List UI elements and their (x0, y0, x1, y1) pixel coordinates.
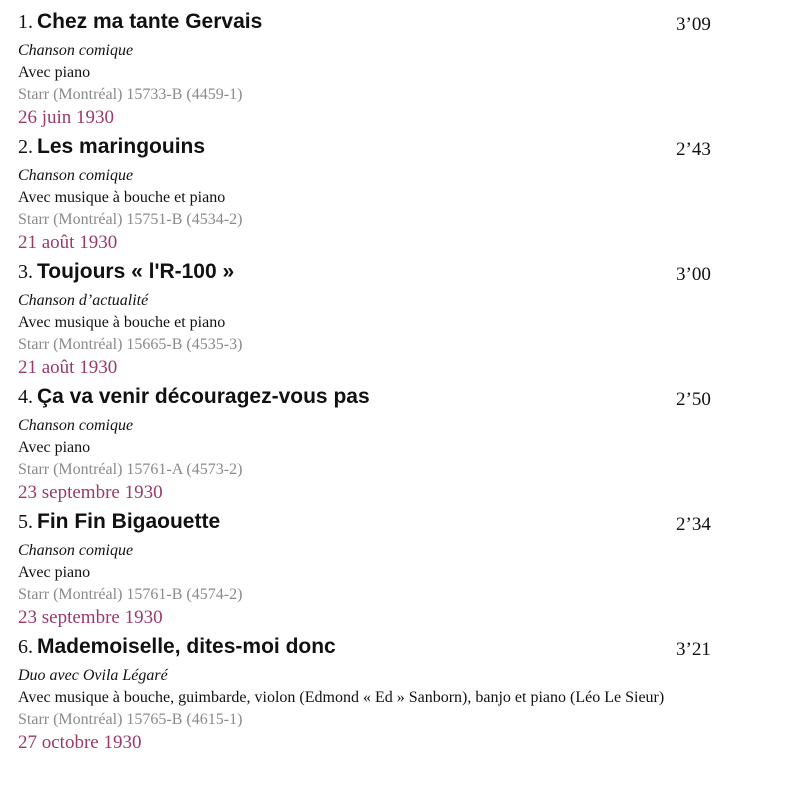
track-title-line (18, 510, 788, 540)
track-number: 3. (18, 261, 33, 283)
track-item-2 (18, 135, 788, 260)
track-duration: 2’43 (676, 139, 711, 160)
track-record-label: Starr (Montréal) 15751-B (4534-2) (18, 211, 243, 228)
track-number: 1. (18, 11, 33, 33)
track-date: 26 juin 1930 (18, 107, 115, 128)
track-accompaniment: Avec musique à bouche et piano (18, 189, 226, 206)
track-genre: Chanson comique (18, 542, 134, 559)
track-title-line (18, 635, 788, 665)
track-title-line (18, 260, 788, 290)
track-item-3 (18, 260, 788, 385)
track-duration: 2’50 (676, 389, 711, 410)
track-date: 23 septembre 1930 (18, 482, 163, 503)
track-genre: Chanson comique (18, 42, 134, 59)
track-date: 23 septembre 1930 (18, 607, 163, 628)
track-title: Fin Fin Bigaouette (37, 510, 221, 533)
track-number: 2. (18, 136, 33, 158)
track-list (18, 10, 788, 760)
track-accompaniment: Avec musique à bouche et piano (18, 314, 226, 331)
track-accompaniment: Avec piano (18, 64, 91, 81)
track-title-line (18, 385, 788, 415)
track-record-label: Starr (Montréal) 15761-A (4573-2) (18, 461, 243, 478)
track-genre: Duo avec Ovila Légaré (18, 667, 168, 684)
track-title-line (18, 10, 788, 40)
track-duration: 3’00 (676, 264, 711, 285)
track-item-5 (18, 510, 788, 635)
track-accompaniment: Avec piano (18, 564, 91, 581)
track-duration: 2’34 (676, 514, 711, 535)
track-record-label: Starr (Montréal) 15733-B (4459-1) (18, 86, 243, 103)
track-duration: 3’09 (676, 14, 711, 35)
track-number: 5. (18, 511, 33, 533)
track-genre: Chanson comique (18, 167, 134, 184)
track-record-label: Starr (Montréal) 15761-B (4574-2) (18, 586, 243, 603)
track-date: 21 août 1930 (18, 232, 118, 253)
track-genre: Chanson d’actualité (18, 292, 149, 309)
track-number: 4. (18, 386, 33, 408)
track-title: Ça va venir découragez-vous pas (37, 385, 370, 408)
track-genre: Chanson comique (18, 417, 134, 434)
track-title: Chez ma tante Gervais (37, 10, 263, 33)
track-record-label: Starr (Montréal) 15665-B (4535-3) (18, 336, 243, 353)
track-title: Mademoiselle, dites-moi donc (37, 635, 336, 658)
track-duration: 3’21 (676, 639, 711, 660)
track-date: 27 octobre 1930 (18, 732, 142, 753)
track-title: Toujours « l'R-100 » (37, 260, 235, 283)
track-accompaniment: Avec piano (18, 439, 91, 456)
track-item-6 (18, 635, 788, 760)
track-record-label: Starr (Montréal) 15765-B (4615-1) (18, 711, 243, 728)
track-accompaniment: Avec musique à bouche, guimbarde, violon (Edmond « Ed » Sanborn), banjo et piano (Léo Le Sieur) (18, 689, 665, 706)
track-title: Les maringouins (37, 135, 206, 158)
track-title-line (18, 135, 788, 165)
track-item-1 (18, 10, 788, 135)
track-number: 6. (18, 636, 33, 658)
track-date: 21 août 1930 (18, 357, 118, 378)
track-item-4 (18, 385, 788, 510)
